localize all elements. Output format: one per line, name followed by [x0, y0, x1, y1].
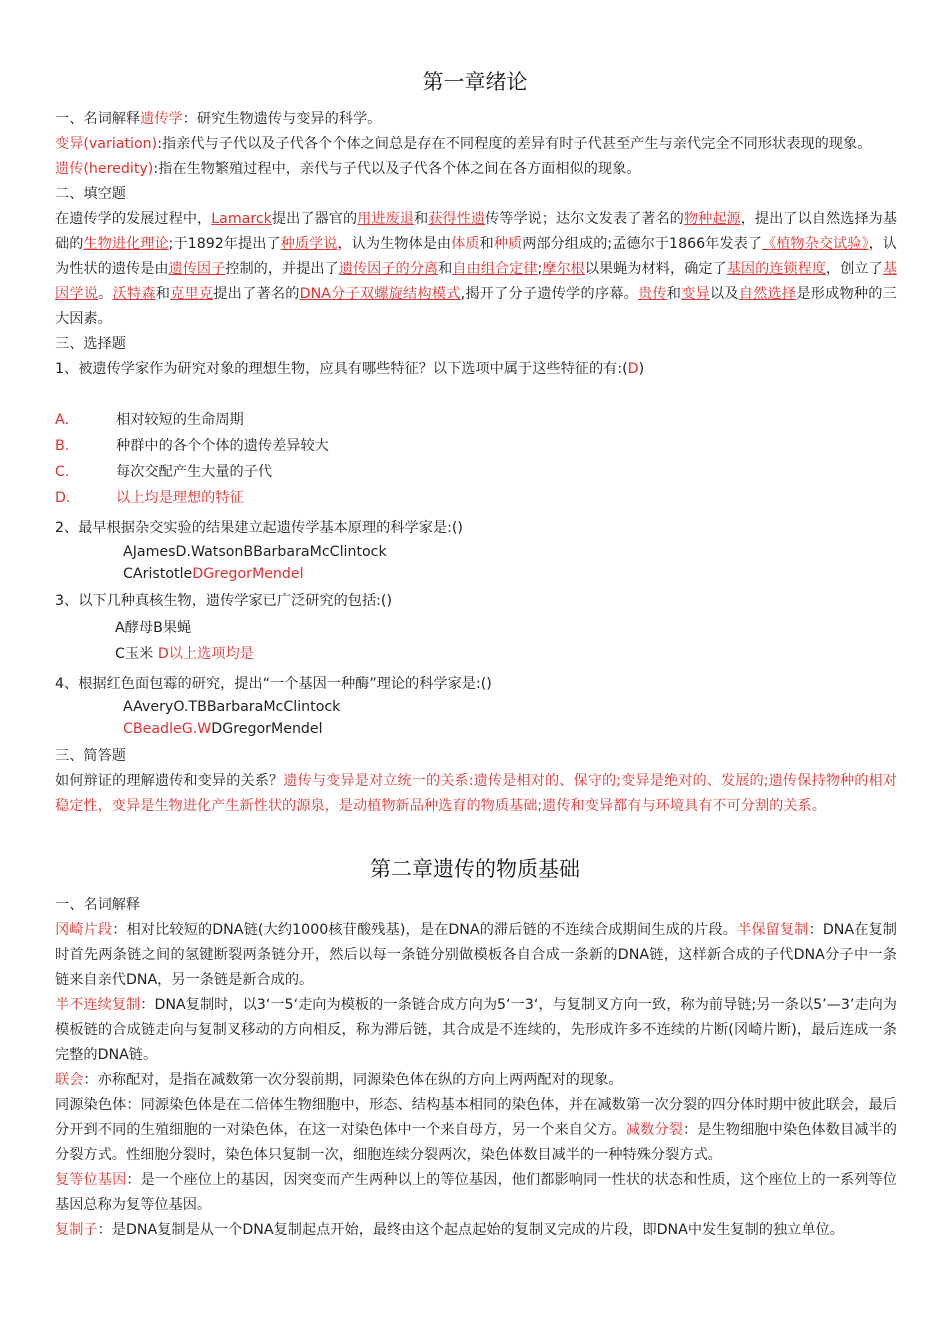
option-text: 以上均是理想的特征	[116, 490, 244, 506]
term-variation: 变异(variation)	[55, 136, 158, 152]
ch1-section-3-heading: 三、选择题	[55, 336, 126, 352]
def-semiconservative: ：DNA在复制时首先两条链之间的氢键断裂两条链分开，然后以每一条链分别做模板各自合成一条新的DNA链，这样新合成的子代DNA分子中一条链来自亲代DNA，另一条链是新合成的。	[55, 922, 897, 988]
option-letter: C.	[55, 464, 70, 480]
ch1-section-2-heading: 二、填空题	[55, 186, 126, 202]
ch2-definitions	[55, 893, 897, 1243]
ch1-short-answer	[55, 744, 897, 819]
fill-text: ，提出了以自然选择为基础的	[55, 211, 897, 252]
fill-answer: 克里克	[170, 286, 214, 302]
q1-option-c	[55, 461, 272, 483]
fill-answer: 沃特森	[112, 286, 156, 302]
fill-text: ;	[537, 261, 543, 277]
fill-text: 。	[98, 286, 113, 302]
paren: (	[622, 361, 628, 377]
fill-text: ，认为性状的遗传是由	[55, 236, 897, 277]
term-okazaki: 冈崎片段	[55, 922, 113, 938]
q3-answer: D以上选项均是	[157, 646, 254, 662]
option-text: CAristotle	[123, 566, 193, 582]
fill-answer: DNA分子双螺旋结构模式	[299, 286, 461, 302]
option-letter: A.	[55, 412, 69, 428]
option-text: 种群中的各个个体的遗传差异较大	[116, 438, 329, 454]
option-letter: D.	[55, 490, 71, 506]
q2-answer: DGregorMendel	[192, 566, 304, 582]
term-genetics: 遗传学	[140, 111, 183, 127]
def-genetics: ：研究生物遗传与变异的科学。	[182, 111, 382, 127]
fill-answer: 物种起源	[683, 211, 741, 227]
q3-options-line-1: A酵母B果蝇	[115, 620, 192, 636]
q4-options-line-2	[123, 718, 323, 740]
term-multiple-alleles: 复等位基因	[55, 1172, 127, 1188]
def-meiosis: ：是生物细胞中染色体数目减半的分裂方式。性细胞分裂时，染色体只复制一次，细胞连续分裂两次，染色体数目减半的一种特殊分裂方式。	[55, 1122, 897, 1163]
q1-option-b	[55, 435, 329, 457]
fill-text: 是形成物种的三大因素。	[55, 286, 897, 327]
q2-options-line-2	[123, 563, 304, 585]
fill-answer: 生物进化理论	[83, 236, 169, 252]
def-okazaki: ：相对比较短的DNA链(大约1000核苷酸残基)，是在DNA的滞后链的不连续合成期间生成的片段。	[112, 922, 738, 938]
fill-text: 和	[479, 236, 494, 252]
option-text: 相对较短的生命周期	[116, 412, 244, 428]
fill-text: 提出了器官的	[271, 211, 358, 227]
fill-text: 和	[155, 286, 171, 302]
def-multiple-alleles: ：是一个座位上的基因，因突变而产生两种以上的等位基因，他们都影响同一性状的状态和性质，这个座位上的一系列等位基因总称为复等位基因。	[55, 1172, 897, 1213]
term-semidiscontinuous: 半不连续复制	[55, 997, 141, 1013]
ch1-section-4-heading: 三、简答题	[55, 748, 126, 764]
def-heredity: :指在生物繁殖过程中，亲代与子代以及子代各个体之间在各方面相似的现象。	[153, 161, 641, 177]
q3-options-line-2	[115, 643, 254, 665]
fill-text: 和	[666, 286, 682, 302]
question-1	[55, 361, 644, 377]
chapter-1-title: 第一章绪论	[422, 70, 528, 94]
essay-answer: 遗传与变异是对立统一的关系:遗传是相对的、保守的;变异是绝对的、发展的;遗传保持物种的相对稳定性，变异是生物进化产生新性状的源泉，是动植物新品种选育的物质基础;遗传和变异都有与环境具有不可分割的关系。	[55, 773, 897, 814]
chapter-2-title: 第二章遗传的物质基础	[370, 857, 580, 881]
q1-option-a	[55, 409, 244, 431]
def-homologous-chromosome: 同源染色体：同源染色体是在二倍体生物细胞中，形态、结构基本相同的染色体，并在减数第一次分裂的四分体时期中彼此联会，最后分开到不同的生殖细胞的一对染色体，在这一对染色体中一个来自母方，另一个来自父方。	[55, 1097, 897, 1138]
option-text: C玉米	[115, 646, 154, 662]
question-2: 2、最早根据杂交实验的结果建立起遗传学基本原理的科学家是:()	[55, 520, 463, 536]
fill-answer: 自然选择	[738, 286, 797, 302]
fill-text: ，创立了	[826, 261, 883, 277]
question-3: 3、以下几种真核生物，遗传学家已广泛研究的包括:()	[55, 593, 393, 609]
term-replicon: 复制子	[55, 1222, 98, 1238]
fill-answer: 用进废退	[357, 211, 414, 227]
def-synapsis: ：亦称配对，是指在减数第一次分裂前期，同源染色体在纵的方向上两两配对的现象。	[83, 1072, 623, 1088]
fill-text: 两部分组成的;孟德尔于1866年发表了	[522, 236, 762, 252]
fill-text: 在遗传学的发展过程中，	[55, 211, 212, 227]
fill-in-paragraph	[55, 211, 897, 327]
option-text: 每次交配产生大量的子代	[116, 464, 273, 480]
q4-options-line-1: AAveryO.TBBarbaraMcClintock	[123, 699, 341, 715]
fill-text: 控制的，并提出了	[225, 261, 339, 277]
term-semiconservative: 半保留复制	[737, 922, 809, 938]
fill-answer: 获得性遗	[428, 211, 486, 227]
ch1-section-1-heading: 一、名词解释	[55, 111, 141, 127]
fill-answer: Lamarck	[211, 211, 272, 227]
term-heredity: 遗传(heredity)	[55, 161, 154, 177]
fill-answer: 变异	[681, 286, 710, 302]
q1-option-d	[55, 487, 244, 509]
def-variation: :指亲代与子代以及子代各个个体之间总是存在不同程度的差异有时子代甚至产生与亲代完全不同形状表现的现象。	[157, 136, 872, 152]
fill-answer: 遗传因子	[168, 261, 226, 277]
fill-text: 传等学说；达尔文发表了著名的	[485, 211, 684, 227]
question-4: 4、根据红色面包霉的研究，提出“一个基因一种酶”理论的科学家是:()	[55, 676, 492, 692]
fill-text: 和	[438, 261, 453, 277]
option-letter: B.	[55, 438, 70, 454]
fill-answer: 自由组合定律	[452, 261, 538, 277]
fill-answer: 种质学说	[280, 236, 338, 252]
ch1-definitions	[55, 107, 897, 382]
fill-text: ;于1892年提出了	[168, 236, 281, 252]
fill-text: ,揭开了分子遗传学的序幕。	[460, 286, 639, 302]
q4-answer: CBeadleG.W	[123, 721, 212, 737]
def-replicon: ：是DNA复制是从一个DNA复制起点开始，最终由这个起点起始的复制叉完成的片段，即DNA中发生复制的独立单位。	[97, 1222, 844, 1238]
fill-text: 和	[413, 211, 429, 227]
fill-answer: 基因的连锁程度	[726, 261, 827, 277]
fill-answer: 摩尔根	[542, 261, 585, 277]
fill-text: ，认为生物体是由	[337, 236, 452, 252]
term-meiosis: 减数分裂	[625, 1122, 683, 1138]
question-1-answer: D	[627, 361, 639, 377]
option-text: DGregorMendel	[211, 721, 323, 737]
fill-text: 以及	[709, 286, 739, 302]
fill-answer: 体质	[451, 236, 480, 252]
fill-answer: 基因学说	[55, 261, 898, 302]
fill-text: 以果蝇为材料，确定了	[584, 261, 727, 277]
fill-answer: 贵传	[638, 286, 667, 302]
essay-question: 如何辩证的理解遗传和变异的关系？	[55, 773, 284, 789]
fill-answer: 遗传因子的分离	[338, 261, 439, 277]
def-semidiscontinuous: ：DNA复制时，以3‘一5‘走向为模板的一条链合成方向为5‘一3‘，与复制叉方向一致，称为前导链;另一条以5’—3’走向为模板链的合成链走向与复制叉移动的方向相反，称为滞后链，其合成是不连续的，先形成许多不连续的片断(冈崎片断)，最后连成一条完整的DNA链。	[55, 997, 897, 1063]
ch2-section-1-heading: 一、名词解释	[55, 897, 141, 913]
fill-answer: 《植物杂交试验》	[762, 236, 869, 252]
fill-answer: 种质	[493, 236, 523, 252]
question-1-text: 1、被遗传学家作为研究对象的理想生物，应具有哪些特征？以下选项中属于这些特征的有:	[55, 361, 623, 377]
paren: )	[638, 361, 645, 377]
fill-text: 提出了著名的	[213, 286, 300, 302]
term-synapsis: 联会	[55, 1072, 84, 1088]
q2-options-line-1: AJamesD.WatsonBBarbaraMcClintock	[123, 544, 387, 560]
